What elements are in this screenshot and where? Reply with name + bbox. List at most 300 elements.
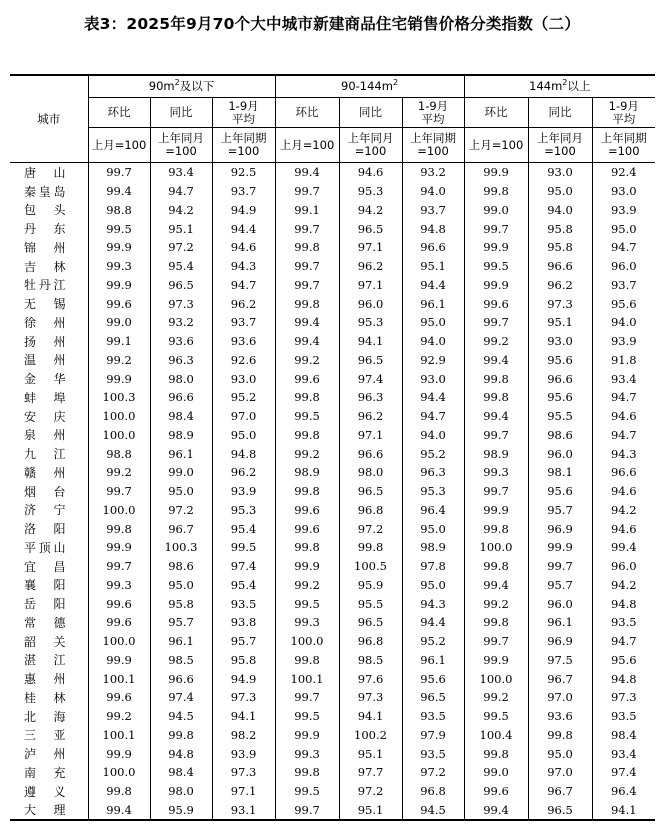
city-name: 包头 [10, 201, 88, 220]
index-value: 97.3 [592, 688, 655, 707]
index-value: 96.8 [402, 782, 464, 801]
subheader-0: 环比 [88, 98, 150, 128]
index-value: 95.6 [528, 388, 592, 407]
base-header-1: 上年同月 =100 [528, 128, 592, 163]
index-value: 100.2 [339, 726, 402, 745]
index-value: 94.1 [339, 332, 402, 351]
index-value: 96.2 [212, 294, 275, 313]
city-name: 韶关 [10, 632, 88, 651]
index-value: 96.3 [339, 388, 402, 407]
index-value: 99.3 [88, 576, 150, 595]
index-value: 97.7 [339, 763, 402, 782]
index-value: 99.8 [464, 744, 528, 763]
index-value: 99.8 [464, 369, 528, 388]
city-name: 烟台 [10, 482, 88, 501]
table-row [10, 407, 655, 426]
index-value: 95.5 [528, 407, 592, 426]
index-value: 99.9 [275, 726, 339, 745]
index-value: 96.8 [339, 501, 402, 520]
index-value: 96.6 [150, 669, 212, 688]
index-value: 94.6 [592, 407, 655, 426]
index-value: 93.8 [212, 613, 275, 632]
index-value: 94.3 [592, 444, 655, 463]
index-value: 99.4 [275, 313, 339, 332]
index-value: 99.5 [212, 538, 275, 557]
base-header-0: 上月=100 [275, 128, 339, 163]
index-value: 97.4 [150, 688, 212, 707]
index-value: 99.8 [275, 482, 339, 501]
index-value: 94.2 [339, 201, 402, 220]
index-value: 99.0 [150, 463, 212, 482]
index-value: 94.4 [212, 219, 275, 238]
index-value: 99.9 [88, 651, 150, 670]
city-name: 三亚 [10, 726, 88, 745]
table-row [10, 557, 655, 576]
index-value: 94.3 [212, 257, 275, 276]
index-value: 94.2 [592, 576, 655, 595]
index-value: 99.5 [464, 257, 528, 276]
index-value: 99.2 [275, 576, 339, 595]
index-value: 99.9 [464, 501, 528, 520]
index-value: 94.2 [150, 201, 212, 220]
table-row [10, 482, 655, 501]
index-value: 97.5 [528, 651, 592, 670]
index-value: 99.5 [275, 782, 339, 801]
index-value: 93.5 [212, 594, 275, 613]
index-value: 95.0 [150, 576, 212, 595]
index-value: 93.9 [592, 201, 655, 220]
index-value: 95.7 [212, 632, 275, 651]
index-value: 96.5 [339, 482, 402, 501]
index-value: 99.7 [464, 482, 528, 501]
city-name: 泸州 [10, 744, 88, 763]
index-value: 96.5 [402, 688, 464, 707]
index-value: 99.9 [88, 276, 150, 295]
index-value: 95.6 [592, 651, 655, 670]
city-name: 惠州 [10, 669, 88, 688]
index-value: 98.6 [150, 557, 212, 576]
index-value: 99.7 [88, 482, 150, 501]
index-value: 99.2 [88, 707, 150, 726]
index-value: 96.0 [339, 294, 402, 313]
index-value: 96.6 [339, 444, 402, 463]
index-value: 95.8 [150, 594, 212, 613]
index-value: 93.7 [592, 276, 655, 295]
index-value: 96.5 [339, 351, 402, 370]
index-value: 95.4 [212, 519, 275, 538]
table-row [10, 444, 655, 463]
index-value: 99.9 [464, 238, 528, 257]
group-header-small: $90m^2$及以下 [88, 75, 275, 98]
index-value: 99.7 [464, 313, 528, 332]
city-name: 锦州 [10, 238, 88, 257]
index-value: 96.6 [592, 463, 655, 482]
index-value: 97.9 [402, 726, 464, 745]
subheader-2: 1-9月 平均 [212, 98, 275, 128]
index-value: 98.6 [528, 426, 592, 445]
table-row [10, 201, 655, 220]
index-value: 94.6 [592, 519, 655, 538]
index-value: 97.3 [212, 688, 275, 707]
index-value: 94.0 [528, 201, 592, 220]
city-name: 济宁 [10, 501, 88, 520]
index-value: 95.9 [339, 576, 402, 595]
table-row [10, 669, 655, 688]
table-row [10, 294, 655, 313]
index-value: 95.8 [212, 651, 275, 670]
index-value: 94.7 [592, 388, 655, 407]
index-value: 97.2 [150, 238, 212, 257]
index-value: 96.2 [528, 276, 592, 295]
index-value: 99.7 [275, 688, 339, 707]
table-row [10, 332, 655, 351]
index-value: 98.8 [88, 444, 150, 463]
index-value: 96.9 [528, 632, 592, 651]
index-value: 94.0 [592, 313, 655, 332]
index-value: 93.9 [592, 332, 655, 351]
index-value: 95.9 [150, 801, 212, 821]
index-value: 96.5 [528, 801, 592, 821]
index-value: 94.8 [592, 669, 655, 688]
index-value: 99.9 [88, 538, 150, 557]
index-value: 99.8 [275, 388, 339, 407]
index-value: 99.7 [275, 257, 339, 276]
index-value: 97.0 [212, 407, 275, 426]
index-value: 95.6 [528, 482, 592, 501]
table-row [10, 519, 655, 538]
index-value: 98.1 [528, 463, 592, 482]
index-value: 98.9 [402, 538, 464, 557]
index-value: 96.2 [339, 257, 402, 276]
index-value: 95.4 [212, 576, 275, 595]
table-row [10, 219, 655, 238]
index-value: 93.6 [212, 332, 275, 351]
subheader-1: 同比 [150, 98, 212, 128]
index-value: 99.8 [275, 238, 339, 257]
index-value: 96.4 [592, 782, 655, 801]
index-value: 99.8 [275, 763, 339, 782]
table-row [10, 313, 655, 332]
index-value: 95.0 [528, 744, 592, 763]
index-value: 95.8 [528, 238, 592, 257]
table-row [10, 782, 655, 801]
index-value: 100.0 [464, 669, 528, 688]
index-value: 94.8 [212, 444, 275, 463]
index-value: 99.5 [88, 219, 150, 238]
index-value: 99.3 [275, 613, 339, 632]
index-value: 99.8 [275, 294, 339, 313]
index-value: 94.8 [402, 219, 464, 238]
table-row [10, 276, 655, 295]
index-value: 96.1 [150, 632, 212, 651]
index-value: 93.4 [592, 744, 655, 763]
index-value: 97.2 [402, 763, 464, 782]
group-header-medium: $90-144m^2$ [275, 75, 464, 98]
index-value: 94.7 [592, 238, 655, 257]
index-value: 95.0 [528, 182, 592, 201]
index-value: 93.5 [402, 744, 464, 763]
index-value: 95.6 [528, 351, 592, 370]
index-value: 97.3 [150, 294, 212, 313]
index-value: 93.5 [402, 707, 464, 726]
index-value: 93.6 [150, 332, 212, 351]
index-value: 97.1 [212, 782, 275, 801]
index-value: 96.6 [528, 369, 592, 388]
index-value: 100.1 [88, 726, 150, 745]
index-value: 98.4 [150, 407, 212, 426]
index-value: 96.3 [150, 351, 212, 370]
index-value: 99.9 [88, 238, 150, 257]
index-value: 99.2 [88, 351, 150, 370]
city-name: 扬州 [10, 332, 88, 351]
index-value: 97.1 [339, 238, 402, 257]
index-value: 99.4 [88, 182, 150, 201]
index-value: 97.3 [212, 763, 275, 782]
index-value: 99.4 [464, 407, 528, 426]
index-value: 93.5 [592, 707, 655, 726]
index-value: 99.8 [464, 182, 528, 201]
index-value: 99.8 [528, 726, 592, 745]
index-value: 93.0 [528, 163, 592, 182]
group-header-large: $144m^2$以上 [464, 75, 655, 98]
index-value: 93.2 [402, 163, 464, 182]
index-value: 96.3 [402, 463, 464, 482]
index-value: 99.9 [88, 369, 150, 388]
index-value: 99.9 [528, 538, 592, 557]
index-value: 99.8 [339, 538, 402, 557]
index-value: 99.4 [592, 538, 655, 557]
index-value: 95.1 [150, 219, 212, 238]
index-value: 99.9 [275, 557, 339, 576]
index-value: 99.6 [464, 294, 528, 313]
city-name: 北海 [10, 707, 88, 726]
index-value: 97.8 [402, 557, 464, 576]
index-value: 99.6 [88, 688, 150, 707]
city-name: 襄阳 [10, 576, 88, 595]
price-index-table [10, 74, 655, 821]
index-value: 99.0 [88, 313, 150, 332]
index-value: 99.2 [275, 444, 339, 463]
index-value: 95.7 [528, 501, 592, 520]
index-value: 98.0 [150, 369, 212, 388]
index-value: 95.4 [150, 257, 212, 276]
index-value: 95.0 [212, 426, 275, 445]
index-value: 98.9 [275, 463, 339, 482]
index-value: 94.9 [212, 201, 275, 220]
page-title: 表3：2025年9月70个大中城市新建商品住宅销售价格分类指数（二） [83, 15, 581, 33]
index-value: 100.5 [339, 557, 402, 576]
index-value: 95.7 [150, 613, 212, 632]
index-value: 99.3 [88, 257, 150, 276]
index-value: 98.8 [88, 201, 150, 220]
index-value: 97.3 [339, 688, 402, 707]
index-value: 100.1 [275, 669, 339, 688]
index-value: 94.9 [212, 669, 275, 688]
index-value: 99.5 [275, 594, 339, 613]
table-row [10, 238, 655, 257]
index-value: 99.7 [88, 557, 150, 576]
index-value: 95.0 [150, 482, 212, 501]
index-value: 98.9 [150, 426, 212, 445]
index-value: 100.0 [88, 501, 150, 520]
index-value: 95.2 [402, 444, 464, 463]
index-value: 97.1 [339, 426, 402, 445]
index-value: 99.6 [88, 294, 150, 313]
city-name: 安庆 [10, 407, 88, 426]
city-name: 南充 [10, 763, 88, 782]
table-row [10, 726, 655, 745]
city-name: 大理 [10, 801, 88, 821]
index-value: 99.0 [464, 201, 528, 220]
index-value: 99.6 [275, 519, 339, 538]
table-row [10, 651, 655, 670]
index-value: 95.6 [402, 669, 464, 688]
index-value: 93.9 [212, 482, 275, 501]
city-name: 平顶山 [10, 538, 88, 557]
index-value: 93.0 [212, 369, 275, 388]
index-value: 95.1 [339, 801, 402, 821]
index-value: 96.6 [150, 388, 212, 407]
index-value: 96.8 [339, 632, 402, 651]
subheader-1: 同比 [528, 98, 592, 128]
city-name: 蚌埠 [10, 388, 88, 407]
index-value: 100.0 [88, 407, 150, 426]
city-name: 金华 [10, 369, 88, 388]
index-value: 99.7 [275, 801, 339, 821]
table-row [10, 576, 655, 595]
index-value: 99.8 [464, 388, 528, 407]
index-value: 100.0 [88, 632, 150, 651]
index-value: 98.4 [150, 763, 212, 782]
index-value: 96.9 [528, 519, 592, 538]
city-name: 秦皇岛 [10, 182, 88, 201]
index-value: 96.7 [528, 669, 592, 688]
index-value: 94.4 [402, 613, 464, 632]
index-value: 97.4 [212, 557, 275, 576]
index-value: 93.1 [212, 801, 275, 821]
table-row [10, 388, 655, 407]
index-value: 93.6 [528, 707, 592, 726]
index-value: 96.6 [402, 238, 464, 257]
index-value: 99.4 [464, 576, 528, 595]
index-value: 100.0 [275, 632, 339, 651]
index-value: 99.2 [88, 463, 150, 482]
index-value: 94.0 [402, 426, 464, 445]
table-row [10, 632, 655, 651]
index-value: 93.2 [150, 313, 212, 332]
index-value: 99.7 [464, 219, 528, 238]
index-value: 99.9 [464, 163, 528, 182]
index-value: 99.3 [464, 463, 528, 482]
index-value: 96.0 [592, 257, 655, 276]
index-value: 97.1 [339, 276, 402, 295]
city-name: 岳阳 [10, 594, 88, 613]
city-name: 桂林 [10, 688, 88, 707]
index-value: 99.3 [275, 744, 339, 763]
index-value: 99.8 [88, 782, 150, 801]
index-value: 95.6 [592, 294, 655, 313]
subheader-0: 环比 [275, 98, 339, 128]
subheader-2: 1-9月 平均 [402, 98, 464, 128]
index-value: 95.0 [592, 219, 655, 238]
index-value: 100.0 [88, 763, 150, 782]
index-value: 95.0 [402, 313, 464, 332]
city-name: 温州 [10, 351, 88, 370]
index-value: 97.6 [339, 669, 402, 688]
index-value: 93.7 [402, 201, 464, 220]
index-value: 96.2 [212, 463, 275, 482]
index-value: 99.7 [275, 219, 339, 238]
index-value: 99.1 [275, 201, 339, 220]
index-value: 99.5 [275, 707, 339, 726]
index-value: 99.6 [88, 613, 150, 632]
base-header-1: 上年同月 =100 [339, 128, 402, 163]
index-value: 95.0 [402, 576, 464, 595]
index-value: 94.5 [402, 801, 464, 821]
city-name: 赣州 [10, 463, 88, 482]
subheader-0: 环比 [464, 98, 528, 128]
city-name: 唐山 [10, 163, 88, 182]
index-value: 99.8 [150, 726, 212, 745]
index-value: 93.9 [212, 744, 275, 763]
index-value: 93.4 [592, 369, 655, 388]
index-value: 94.6 [592, 482, 655, 501]
index-value: 96.2 [339, 407, 402, 426]
index-value: 94.8 [150, 744, 212, 763]
index-value: 94.7 [212, 276, 275, 295]
index-value: 98.5 [339, 651, 402, 670]
index-value: 99.8 [464, 557, 528, 576]
index-value: 96.6 [528, 257, 592, 276]
index-value: 99.9 [464, 651, 528, 670]
index-value: 97.0 [528, 688, 592, 707]
index-value: 92.4 [592, 163, 655, 182]
index-value: 99.6 [275, 501, 339, 520]
index-value: 94.2 [592, 501, 655, 520]
index-value: 99.7 [464, 426, 528, 445]
index-value: 96.5 [339, 219, 402, 238]
index-value: 98.2 [212, 726, 275, 745]
index-value: 94.4 [402, 388, 464, 407]
index-value: 95.8 [528, 219, 592, 238]
index-value: 99.8 [275, 651, 339, 670]
index-value: 99.6 [275, 369, 339, 388]
index-value: 98.0 [339, 463, 402, 482]
index-value: 100.4 [464, 726, 528, 745]
index-value: 95.3 [339, 182, 402, 201]
index-value: 92.9 [402, 351, 464, 370]
city-name: 九江 [10, 444, 88, 463]
index-value: 100.3 [88, 388, 150, 407]
index-value: 99.2 [275, 351, 339, 370]
city-name: 常德 [10, 613, 88, 632]
subheader-1: 同比 [339, 98, 402, 128]
table-row [10, 538, 655, 557]
index-value: 99.2 [464, 688, 528, 707]
index-value: 98.5 [150, 651, 212, 670]
city-name: 宜昌 [10, 557, 88, 576]
index-value: 95.3 [402, 482, 464, 501]
index-value: 94.7 [592, 632, 655, 651]
index-value: 99.0 [464, 763, 528, 782]
index-value: 92.6 [212, 351, 275, 370]
index-value: 94.4 [402, 276, 464, 295]
index-value: 100.0 [88, 426, 150, 445]
index-value: 95.5 [339, 594, 402, 613]
index-value: 95.7 [528, 576, 592, 595]
table-row [10, 369, 655, 388]
index-value: 97.4 [339, 369, 402, 388]
